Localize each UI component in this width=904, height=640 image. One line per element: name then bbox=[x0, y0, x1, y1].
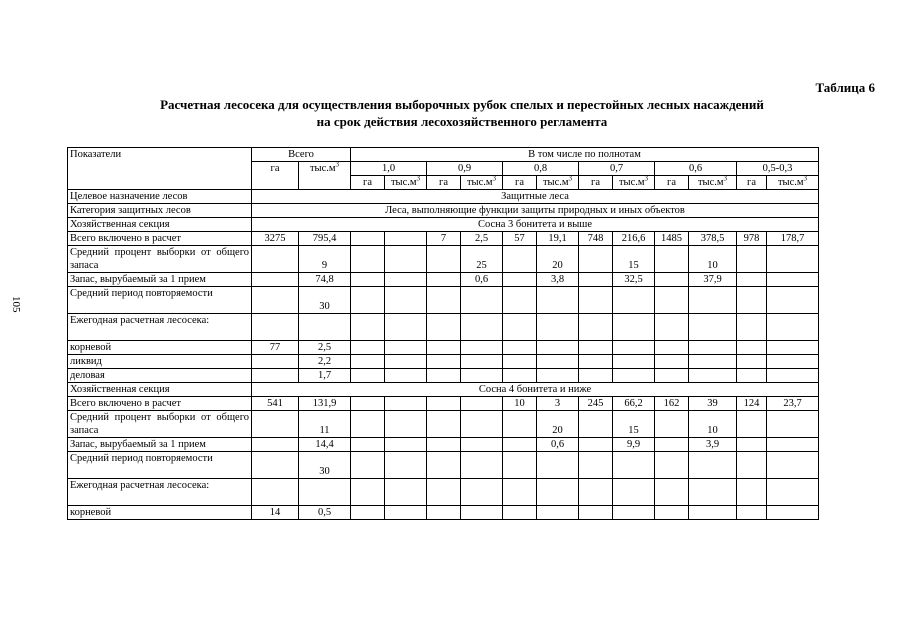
table-cell: 9 bbox=[299, 246, 351, 273]
table-cell: 7 bbox=[427, 232, 461, 246]
table-cell bbox=[737, 369, 767, 383]
table-cell: 3275 bbox=[252, 232, 299, 246]
table-cell: 30 bbox=[299, 452, 351, 479]
table-cell bbox=[579, 506, 613, 520]
row-label: Хозяйственная секция bbox=[68, 383, 252, 397]
table-cell: 216,6 bbox=[613, 232, 655, 246]
table-cell: 1,7 bbox=[299, 369, 351, 383]
table-cell bbox=[503, 411, 537, 438]
table-cell bbox=[613, 506, 655, 520]
table-cell: 15 bbox=[613, 246, 655, 273]
table-cell bbox=[579, 452, 613, 479]
table-cell bbox=[579, 273, 613, 287]
table-cell bbox=[579, 314, 613, 341]
table-cell: 20 bbox=[537, 246, 579, 273]
row-label: корневой bbox=[68, 506, 252, 520]
table-cell bbox=[655, 506, 689, 520]
table-cell: 23,7 bbox=[767, 397, 819, 411]
table-cell bbox=[579, 355, 613, 369]
table-cell bbox=[385, 246, 427, 273]
table-cell bbox=[689, 314, 737, 341]
table-cell bbox=[461, 341, 503, 355]
row-label: Средний период повторяемости bbox=[68, 452, 252, 479]
row-value: Сосна 3 бонитета и выше bbox=[252, 218, 819, 232]
table-subtitle: на срок действия лесохозяйственного регламента bbox=[316, 114, 608, 129]
table-cell bbox=[427, 397, 461, 411]
table-cell bbox=[351, 246, 385, 273]
table-cell bbox=[767, 479, 819, 506]
header-density: 0,6 bbox=[655, 162, 737, 176]
table-cell bbox=[689, 355, 737, 369]
table-cell bbox=[351, 287, 385, 314]
table-cell bbox=[427, 411, 461, 438]
table-cell bbox=[252, 287, 299, 314]
table-cell bbox=[537, 369, 579, 383]
table-cell bbox=[427, 287, 461, 314]
table-cell bbox=[767, 314, 819, 341]
table-cell bbox=[461, 369, 503, 383]
header-density: 0,8 bbox=[503, 162, 579, 176]
section-row bbox=[68, 218, 819, 232]
table-cell: 37,9 bbox=[689, 273, 737, 287]
table-cell bbox=[252, 314, 299, 341]
table-cell bbox=[503, 438, 537, 452]
table-cell bbox=[737, 273, 767, 287]
table-cell bbox=[385, 411, 427, 438]
table-cell bbox=[427, 438, 461, 452]
row-label: Ежегодная расчетная лесосека: bbox=[68, 314, 252, 341]
table-row bbox=[68, 506, 819, 520]
header-unit-ha: га bbox=[579, 176, 613, 190]
row-label: деловая bbox=[68, 369, 252, 383]
table-row bbox=[68, 411, 819, 438]
table-row bbox=[68, 452, 819, 479]
table-cell bbox=[737, 411, 767, 438]
table-cell bbox=[351, 411, 385, 438]
table-cell: 131,9 bbox=[299, 397, 351, 411]
table-cell bbox=[385, 341, 427, 355]
table-cell bbox=[689, 452, 737, 479]
table-cell: 378,5 bbox=[689, 232, 737, 246]
table-cell bbox=[767, 438, 819, 452]
table-cell bbox=[503, 506, 537, 520]
table-cell bbox=[351, 452, 385, 479]
header-unit-m3: $тыс.м^3$ bbox=[689, 176, 737, 190]
table-cell bbox=[655, 438, 689, 452]
table-cell bbox=[461, 397, 503, 411]
table-cell bbox=[427, 246, 461, 273]
table-cell bbox=[655, 341, 689, 355]
table-cell bbox=[461, 506, 503, 520]
table-cell bbox=[579, 369, 613, 383]
table-cell bbox=[252, 452, 299, 479]
table-cell: 14,4 bbox=[299, 438, 351, 452]
table-cell bbox=[427, 314, 461, 341]
table-cell bbox=[385, 479, 427, 506]
table-cell: 541 bbox=[252, 397, 299, 411]
table-cell bbox=[537, 355, 579, 369]
table-cell bbox=[737, 506, 767, 520]
table-cell bbox=[537, 452, 579, 479]
header-unit-m3: $тыс.м^3$ bbox=[385, 176, 427, 190]
table-cell bbox=[655, 411, 689, 438]
table-cell bbox=[385, 506, 427, 520]
table-cell bbox=[252, 438, 299, 452]
table-cell: 245 bbox=[579, 397, 613, 411]
table-cell bbox=[613, 452, 655, 479]
table-cell bbox=[351, 369, 385, 383]
header-unit-ha: га bbox=[503, 176, 537, 190]
table-cell bbox=[613, 369, 655, 383]
table-cell: 9,9 bbox=[613, 438, 655, 452]
table-cell bbox=[737, 355, 767, 369]
row-label: Запас, вырубаемый за 1 прием bbox=[68, 273, 252, 287]
table-cell bbox=[689, 479, 737, 506]
table-cell bbox=[537, 314, 579, 341]
table-row bbox=[68, 246, 819, 273]
row-label: Средний процент выборки от общего запаса bbox=[68, 411, 252, 438]
table-cell bbox=[503, 369, 537, 383]
category-row bbox=[68, 204, 819, 218]
table-cell bbox=[767, 369, 819, 383]
table-cell bbox=[351, 232, 385, 246]
table-row bbox=[68, 369, 819, 383]
table-row bbox=[68, 355, 819, 369]
table-cell: 66,2 bbox=[613, 397, 655, 411]
table-cell bbox=[351, 273, 385, 287]
table-cell: 3,9 bbox=[689, 438, 737, 452]
table-cell bbox=[385, 438, 427, 452]
row-label: Целевое назначение лесов bbox=[68, 190, 252, 204]
table-cell bbox=[427, 369, 461, 383]
table-cell bbox=[689, 341, 737, 355]
header-unit-m3: $тыс.м^3$ bbox=[613, 176, 655, 190]
row-label: Категория защитных лесов bbox=[68, 204, 252, 218]
table-cell bbox=[385, 232, 427, 246]
table-cell: 15 bbox=[613, 411, 655, 438]
header-density: 0,7 bbox=[579, 162, 655, 176]
header-unit-m3: $тыс.м^3$ bbox=[461, 176, 503, 190]
table-cell bbox=[252, 479, 299, 506]
table-cell bbox=[655, 452, 689, 479]
table-cell bbox=[689, 287, 737, 314]
table-cell bbox=[427, 341, 461, 355]
header-density: 0,5-0,3 bbox=[737, 162, 819, 176]
table-cell: 11 bbox=[299, 411, 351, 438]
header-unit-m3: $тыс.м^3$ bbox=[767, 176, 819, 190]
table-cell bbox=[385, 287, 427, 314]
table-cell bbox=[655, 273, 689, 287]
table-row bbox=[68, 314, 819, 341]
header-unit-ha: га bbox=[737, 176, 767, 190]
table-cell: 124 bbox=[737, 397, 767, 411]
row-value: Леса, выполняющие функции защиты природных и иных объектов bbox=[252, 204, 819, 218]
page-number: 105 bbox=[10, 296, 22, 313]
table-cell: 74,8 bbox=[299, 273, 351, 287]
table-cell bbox=[385, 273, 427, 287]
table-cell bbox=[767, 273, 819, 287]
table-cell bbox=[537, 479, 579, 506]
purpose-row bbox=[68, 190, 819, 204]
table-cell bbox=[385, 355, 427, 369]
table-cell bbox=[299, 479, 351, 506]
table-cell bbox=[503, 479, 537, 506]
table-cell bbox=[503, 246, 537, 273]
table-cell bbox=[737, 287, 767, 314]
row-label: Всего включено в расчет bbox=[68, 397, 252, 411]
table-cell: 1485 bbox=[655, 232, 689, 246]
header-unit-m3: $тыс.м^3$ bbox=[537, 176, 579, 190]
table-cell bbox=[655, 246, 689, 273]
header-total: Всего bbox=[252, 148, 351, 162]
table-cell bbox=[351, 506, 385, 520]
table-cell bbox=[427, 506, 461, 520]
table-cell bbox=[427, 355, 461, 369]
table-cell bbox=[385, 397, 427, 411]
table-cell bbox=[689, 506, 737, 520]
table-cell bbox=[613, 314, 655, 341]
row-label: Хозяйственная секция bbox=[68, 218, 252, 232]
table-cell bbox=[537, 287, 579, 314]
table-cell bbox=[767, 246, 819, 273]
table-cell bbox=[537, 341, 579, 355]
header-unit-ha: га bbox=[655, 176, 689, 190]
table-cell bbox=[537, 506, 579, 520]
table-cell bbox=[461, 479, 503, 506]
table-cell: 795,4 bbox=[299, 232, 351, 246]
row-value: Сосна 4 бонитета и ниже bbox=[252, 383, 819, 397]
table-cell bbox=[767, 452, 819, 479]
table-cell: 3,8 bbox=[537, 273, 579, 287]
table-cell: 2,2 bbox=[299, 355, 351, 369]
table-cell: 0,6 bbox=[537, 438, 579, 452]
forest-cutting-table bbox=[67, 147, 819, 520]
table-cell bbox=[252, 355, 299, 369]
table-cell bbox=[427, 273, 461, 287]
row-value: Защитные леса bbox=[252, 190, 819, 204]
table-cell bbox=[767, 506, 819, 520]
table-cell: 32,5 bbox=[613, 273, 655, 287]
row-label: Всего включено в расчет bbox=[68, 232, 252, 246]
table-cell bbox=[252, 273, 299, 287]
table-cell bbox=[689, 369, 737, 383]
table-cell bbox=[655, 369, 689, 383]
table-cell bbox=[579, 438, 613, 452]
table-cell: 2,5 bbox=[461, 232, 503, 246]
table-cell: 25 bbox=[461, 246, 503, 273]
row-label: Средний процент выборки от общего запаса bbox=[68, 246, 252, 273]
table-row bbox=[68, 438, 819, 452]
table-cell: 10 bbox=[503, 397, 537, 411]
table-cell bbox=[351, 341, 385, 355]
table-cell bbox=[613, 287, 655, 314]
table-cell: 3 bbox=[537, 397, 579, 411]
table-cell bbox=[503, 341, 537, 355]
table-cell bbox=[579, 479, 613, 506]
table-cell bbox=[767, 355, 819, 369]
table-cell bbox=[579, 246, 613, 273]
table-cell bbox=[613, 479, 655, 506]
table-row bbox=[68, 397, 819, 411]
table-cell bbox=[655, 287, 689, 314]
table-cell: 77 bbox=[252, 341, 299, 355]
table-cell bbox=[252, 369, 299, 383]
table-cell bbox=[351, 479, 385, 506]
table-cell bbox=[767, 341, 819, 355]
row-label: Ежегодная расчетная лесосека: bbox=[68, 479, 252, 506]
table-cell bbox=[427, 452, 461, 479]
table-row bbox=[68, 232, 819, 246]
table-cell bbox=[737, 341, 767, 355]
table-cell: 14 bbox=[252, 506, 299, 520]
header-indicators: Показатели bbox=[68, 148, 252, 190]
table-cell: 30 bbox=[299, 287, 351, 314]
row-label: Средний период повторяемости bbox=[68, 287, 252, 314]
table-cell bbox=[737, 452, 767, 479]
header-including: В том числе по полнотам bbox=[351, 148, 819, 162]
table-cell bbox=[737, 479, 767, 506]
table-cell bbox=[461, 314, 503, 341]
table-cell: 19,1 bbox=[537, 232, 579, 246]
header-row-1 bbox=[68, 148, 819, 162]
table-cell bbox=[461, 438, 503, 452]
table-cell bbox=[351, 438, 385, 452]
table-cell bbox=[613, 355, 655, 369]
table-cell bbox=[767, 411, 819, 438]
table-cell bbox=[351, 355, 385, 369]
table-row bbox=[68, 287, 819, 314]
table-cell bbox=[427, 479, 461, 506]
section-row bbox=[68, 383, 819, 397]
table-cell bbox=[503, 452, 537, 479]
table-cell bbox=[351, 397, 385, 411]
table-cell bbox=[385, 452, 427, 479]
header-total-m3: $тыс.м^3$ bbox=[299, 162, 351, 190]
table-cell bbox=[737, 314, 767, 341]
table-cell bbox=[503, 273, 537, 287]
header-density: 1,0 bbox=[351, 162, 427, 176]
table-cell bbox=[252, 246, 299, 273]
table-cell bbox=[579, 287, 613, 314]
table-cell bbox=[737, 438, 767, 452]
table-title: Расчетная лесосека для осуществления выборочных рубок спелых и перестойных лесных насаждений bbox=[160, 97, 764, 112]
table-cell bbox=[461, 452, 503, 479]
table-cell: 2,5 bbox=[299, 341, 351, 355]
table-cell bbox=[503, 355, 537, 369]
table-cell bbox=[461, 411, 503, 438]
header-unit-ha: га bbox=[351, 176, 385, 190]
table-cell bbox=[461, 287, 503, 314]
row-label: Запас, вырубаемый за 1 прием bbox=[68, 438, 252, 452]
table-row bbox=[68, 341, 819, 355]
table-cell bbox=[737, 246, 767, 273]
table-row bbox=[68, 479, 819, 506]
table-cell bbox=[351, 314, 385, 341]
table-cell bbox=[613, 341, 655, 355]
table-cell: 178,7 bbox=[767, 232, 819, 246]
table-cell: 978 bbox=[737, 232, 767, 246]
header-density: 0,9 bbox=[427, 162, 503, 176]
table-cell: 20 bbox=[537, 411, 579, 438]
table-cell bbox=[252, 411, 299, 438]
table-cell bbox=[655, 314, 689, 341]
table-cell bbox=[385, 314, 427, 341]
table-cell: 57 bbox=[503, 232, 537, 246]
table-cell bbox=[655, 355, 689, 369]
table-cell: 39 bbox=[689, 397, 737, 411]
table-cell bbox=[461, 355, 503, 369]
table-cell bbox=[385, 369, 427, 383]
table-cell bbox=[579, 411, 613, 438]
table-cell: 10 bbox=[689, 246, 737, 273]
table-cell bbox=[767, 287, 819, 314]
table-cell bbox=[655, 479, 689, 506]
row-label: корневой bbox=[68, 341, 252, 355]
table-cell bbox=[503, 287, 537, 314]
row-label: ликвид bbox=[68, 355, 252, 369]
table-cell bbox=[299, 314, 351, 341]
table-label: Таблица 6 bbox=[815, 80, 875, 95]
header-total-ha: га bbox=[252, 162, 299, 190]
table-cell bbox=[503, 314, 537, 341]
table-cell: 162 bbox=[655, 397, 689, 411]
table-cell: 10 bbox=[689, 411, 737, 438]
header-unit-ha: га bbox=[427, 176, 461, 190]
table-row bbox=[68, 273, 819, 287]
table-cell: 0,6 bbox=[461, 273, 503, 287]
table-cell: 0,5 bbox=[299, 506, 351, 520]
table-cell bbox=[579, 341, 613, 355]
table-cell: 748 bbox=[579, 232, 613, 246]
